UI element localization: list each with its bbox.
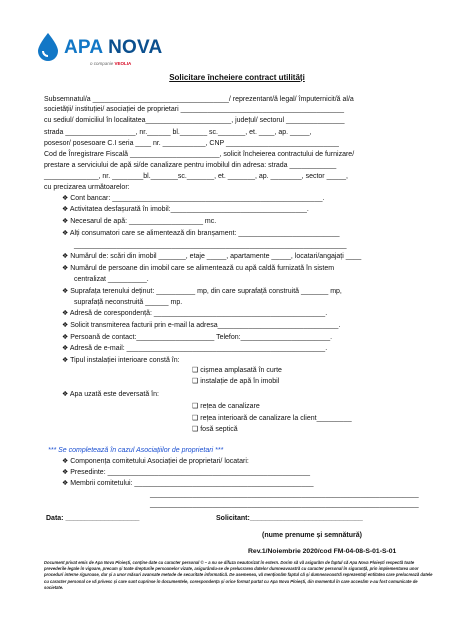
item-text: Adresă de e-mail: ___________________________________________________. [69,345,328,352]
diamond-bullet-icon: ❖ [62,391,69,398]
item-text: Alți consumatori care se alimentează din branșament: __________________________ [69,230,340,237]
body-line: prestare a serviciului de apă si/de canalizare pentru imobilul din adresa: strada ____________ [44,162,337,169]
diamond-bullet-icon: ❖ [62,195,69,202]
blank-line[interactable]: _____________________________________________________________________ [150,501,419,508]
body-line: cu sediul/ domiciliul în localitatea______________________, județul/ sectorul _______________ [44,117,345,124]
checkbox-label: fosă septică [200,426,238,433]
diamond-bullet-icon: ❖ [62,322,69,329]
diamond-bullet-icon: ❖ [62,334,69,341]
item-text: Adresă de corespondență: ____________________________________________. [69,310,328,317]
body-line: ______________, nr. ________bl._______sc._______, et. _______, ap. ________, sector _____, [44,173,348,180]
diamond-bullet-icon: ❖ [62,310,69,317]
list-item [62,356,180,365]
list-item [62,390,159,399]
item-text: Numărul de persoane din imobil care se alimentează cu apă caldă furnizată în sistem [70,265,335,272]
applicant-line[interactable]: _____________________________ [249,515,363,522]
body-line: Subsemnatul/a ___________________________________/ reprezentant/ă legal/ împuternicit/ă al/a [44,96,354,103]
diamond-bullet-icon: ❖ [62,480,69,487]
list-item [62,468,310,477]
diamond-bullet-icon: ❖ [62,288,69,295]
list-item [62,194,324,203]
diamond-bullet-icon: ❖ [62,218,69,225]
body-line: strada __________________, nr.______ bl._______ sc._______, et. ____, ap. _____, [44,129,312,136]
checkbox-label: instalație de apă în imobil [200,378,280,385]
item-text: Membrii comitetului: ______________________________________________ [70,480,314,487]
list-item [62,217,216,226]
item-text: Presedinte: ____________________________________________________ [70,469,311,476]
item-text: Solicit transmiterea facturii prin e-mail la adresa_______________________________. [70,322,341,329]
checkbox-option[interactable] [192,402,260,411]
diamond-bullet-icon: ❖ [62,345,69,352]
form-code: Rev.1/Noiembrie 2020/cod FM-04-08-S-01-S-01 [248,548,397,555]
body-line: Cod de Înregistrare Fiscală _______________________, solicit încheierea contractului de furnizare/ [44,151,355,158]
checkbox-option[interactable] [192,425,238,434]
checkbox-option[interactable] [192,377,279,386]
list-item [62,321,340,330]
list-item [62,333,332,342]
body-line: societății/ instituției/ asociației de proprietari __________________________________________ [44,106,345,113]
list-item [62,252,361,261]
checkbox-label: rețea de canalizare [200,403,260,410]
checkbox-label: cișmea amplasată în curte [200,367,282,374]
checkbox-option[interactable] [192,366,282,375]
list-item [62,229,340,238]
association-note: *** Se completează în cazul Asociațiilor de proprietari *** [48,447,224,454]
brand-bold: NOVA [108,37,163,58]
list-item-continuation: centralizat __________. [74,276,149,283]
list-item [62,479,314,488]
applicant-label: Solicitant: [216,515,250,522]
diamond-bullet-icon: ❖ [62,206,69,213]
checkbox-option[interactable] [192,414,352,423]
vendor-name: VEOLIA [114,61,132,66]
date-label: Data: [46,515,64,522]
list-item [62,205,309,214]
item-text: Activitatea desfașurată în imobil:___________________________________. [69,206,309,213]
list-item [62,457,249,466]
checkbox-icon[interactable]: ❑ [192,426,199,433]
company-logo [36,30,196,74]
item-text: Numărul de: scări din imobil _______, etaje _____, apartamente _____, locatari/angajați ____ [70,253,362,260]
date-field[interactable] [46,514,139,523]
checkbox-icon[interactable]: ❑ [192,378,199,385]
diamond-bullet-icon: ❖ [62,357,69,364]
diamond-bullet-icon: ❖ [62,469,69,476]
diamond-bullet-icon: ❖ [62,265,69,272]
item-text: Apa uzată este deversată în: [69,391,159,398]
signature-hint: (nume prenume și semnătură) [262,532,362,539]
privacy-footer: Document privat emis de Apa Nova Ploiești, conține date cu caracter personal © – a nu se difuza neautorizat în extern. Dorim să vă asigurăm de faptul că Apa Nova Ploiești respectă toate prevederile legale în vigoare, precum și toate drepturile persoanelor vizate, asigurându-se de prelucrarea datelor dumneavoastră cu caracter personal în siguranță, prin implementarea unor proceduri interne riguroase, dar și a unor măsuri avansate metode de securitate informatică. De asemenea, vă menționăm faptul că și dumneavoastră reprezentați entitatea care prelucrează datele cu caracter personal ce vă privesc și care sunt cuprinse în documentele, corespondența și orice format purtat cu Apa Nova Ploiești, din momentul în care accesăm v-au fost comunicate de societate. [44,560,433,590]
item-text: Necesarul de apă: ___________________ mc. [70,218,217,225]
list-item [62,309,327,318]
diamond-bullet-icon: ❖ [62,253,69,260]
item-text: Tipul instalației interioare constă în: [70,357,180,364]
page-title: Solicitare încheiere contract utilități [169,73,305,82]
water-drop-icon [36,32,60,62]
list-item [62,264,334,273]
brand-tagline [90,61,131,66]
date-line[interactable]: ___________________ [65,515,140,522]
checkbox-icon[interactable]: ❑ [192,367,199,374]
item-text: Persoană de contact:____________________ Telefon:_______________________. [70,334,333,341]
blank-line[interactable]: _____________________________________________________________________ [150,491,419,498]
diamond-bullet-icon: ❖ [62,458,69,465]
item-text: Cont bancar: ______________________________________________________. [70,195,325,202]
body-line: cu precizarea următoarelor: [44,184,130,191]
body-line: posesor/ posesoare C.I seria ____ nr. ___________, CNP _____________________________ [44,140,339,147]
tagline-text: o companie [90,61,114,66]
item-text: Componența comitetului Asociației de proprietari/ locatari: [70,458,249,465]
brand-light: APA [64,37,103,58]
checkbox-label: rețea interioară de canalizare la client_________ [200,415,352,422]
item-text: Suprafața terenului deținut: __________ mp, din care suprafață construită _______ mp, [70,288,342,295]
checkbox-icon[interactable]: ❑ [192,403,199,410]
applicant-field[interactable] [216,514,363,523]
diamond-bullet-icon: ❖ [62,230,69,237]
list-item [62,344,327,353]
checkbox-icon[interactable]: ❑ [192,415,199,422]
list-item-continuation: suprafață neconstruită ______ mp. [74,299,183,306]
brand-name [64,37,162,59]
list-item-continuation: ______________________________________________________________________ [74,242,347,249]
list-item [62,287,342,296]
